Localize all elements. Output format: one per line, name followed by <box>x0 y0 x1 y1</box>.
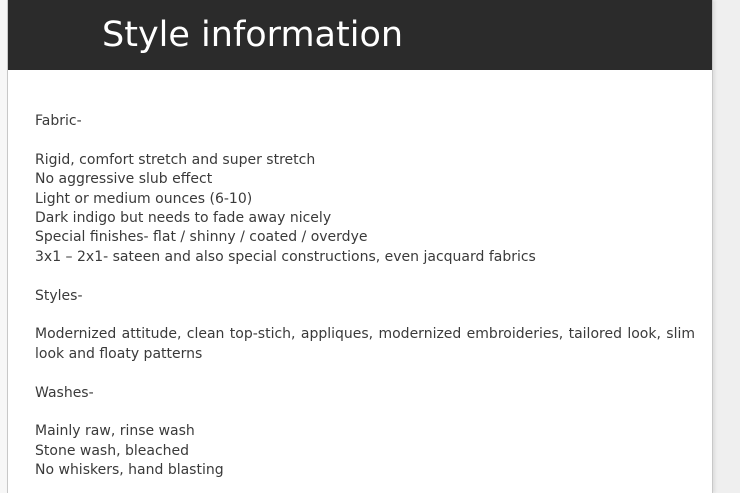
fabric-line: Dark indigo but needs to fade away nicely <box>35 210 332 227</box>
spacer <box>35 267 695 286</box>
fabric-line: Light or medium ounces (6-10) <box>35 190 253 207</box>
spacer <box>35 403 695 422</box>
fabric-line: Rigid, comfort stretch and super stretch <box>35 151 316 168</box>
slide-content <box>35 112 695 481</box>
washes-line: No whiskers, hand blasting <box>35 462 224 479</box>
title-bar <box>8 0 712 70</box>
slide <box>7 0 713 493</box>
fabric-line: Special finishes- flat / shinny / coated / overdye <box>35 229 368 246</box>
fabric-line: 3x1 – 2x1- sateen and also special constructions, even jacquard fabrics <box>35 248 536 265</box>
page-title: Style information <box>102 15 404 55</box>
page-edge <box>712 0 740 493</box>
washes-line: Stone wash, bleached <box>35 442 190 459</box>
spacer <box>35 306 695 325</box>
fabric-heading: Fabric- <box>35 113 82 129</box>
spacer <box>35 131 695 150</box>
styles-paragraph: Modernized attitude, clean top-stich, appliques, modernized embroideries, tailored look, slim look and floaty patterns <box>35 326 695 362</box>
styles-heading: Styles- <box>35 287 83 304</box>
washes-heading: Washes- <box>35 384 94 401</box>
fabric-line: No aggressive slub effect <box>35 171 213 188</box>
spacer <box>35 364 695 383</box>
washes-line: Mainly raw, rinse wash <box>35 423 195 440</box>
